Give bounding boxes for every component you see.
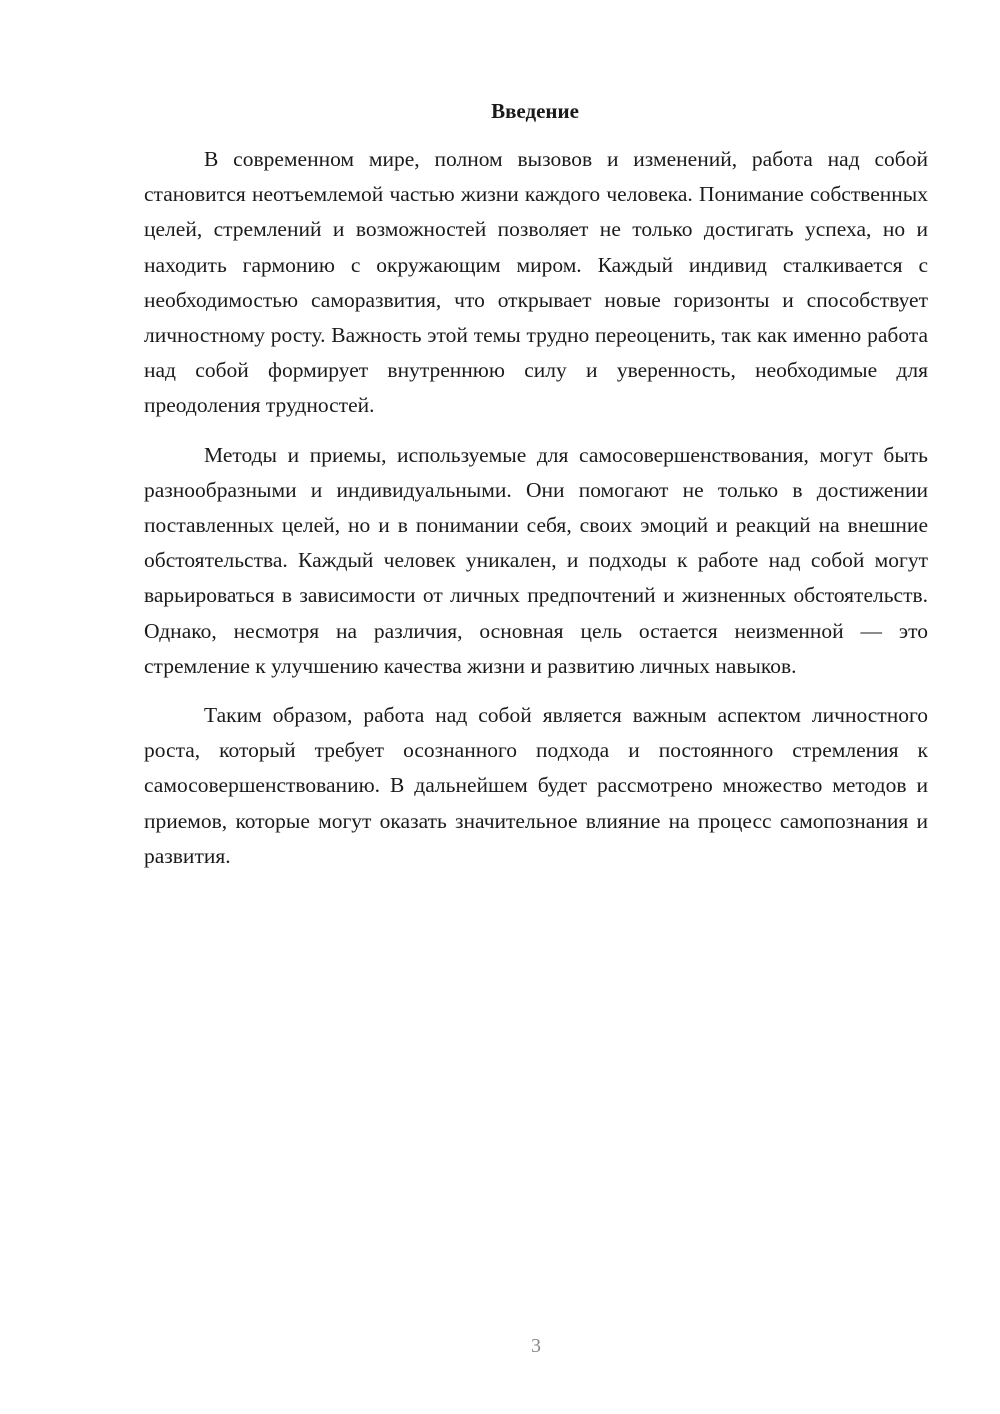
page-number: 3 [531,1335,541,1357]
paragraph-1: В современном мире, полном вызовов и изменений, работа над собой становится неотъемлемой частью жизни каждого человека. Понимание собственных целей, стремлений и возможностей позволяет не только достигать успеха, но и находить гармонию с окружающим миром. Каждый индивид сталкивается с необходимостью саморазвития, что открывает новые горизонты и способствует личностному росту. Важность этой темы трудно переоценить, так как именно работа над собой формирует внутреннюю силу и уверенность, необходимые для преодоления трудностей. [144,147,928,418]
section-heading: Введение [491,99,579,123]
body-text [144,142,928,888]
paragraph-3: Таким образом, работа над собой является важным аспектом личностного роста, который требует осознанного подхода и постоянного стремления к самосовершенствованию. В дальнейшем будет рассмотрено множество методов и приемов, которые могут оказать значительное влияние на процесс самопознания и развития. [144,703,928,868]
paragraph-2: Методы и приемы, используемые для самосовершенствования, могут быть разнообразными и индивидуальными. Они помогают не только в достижении поставленных целей, но и в понимании себя, своих эмоций и реакций на внешние обстоятельства. Каждый человек уникален, и подходы к работе над собой могут варьироваться в зависимости от личных предпочтений и жизненных обстоятельств. Однако, несмотря на различия, основная цель остается неизменной — это стремление к улучшению качества жизни и развитию личных навыков. [144,442,928,678]
